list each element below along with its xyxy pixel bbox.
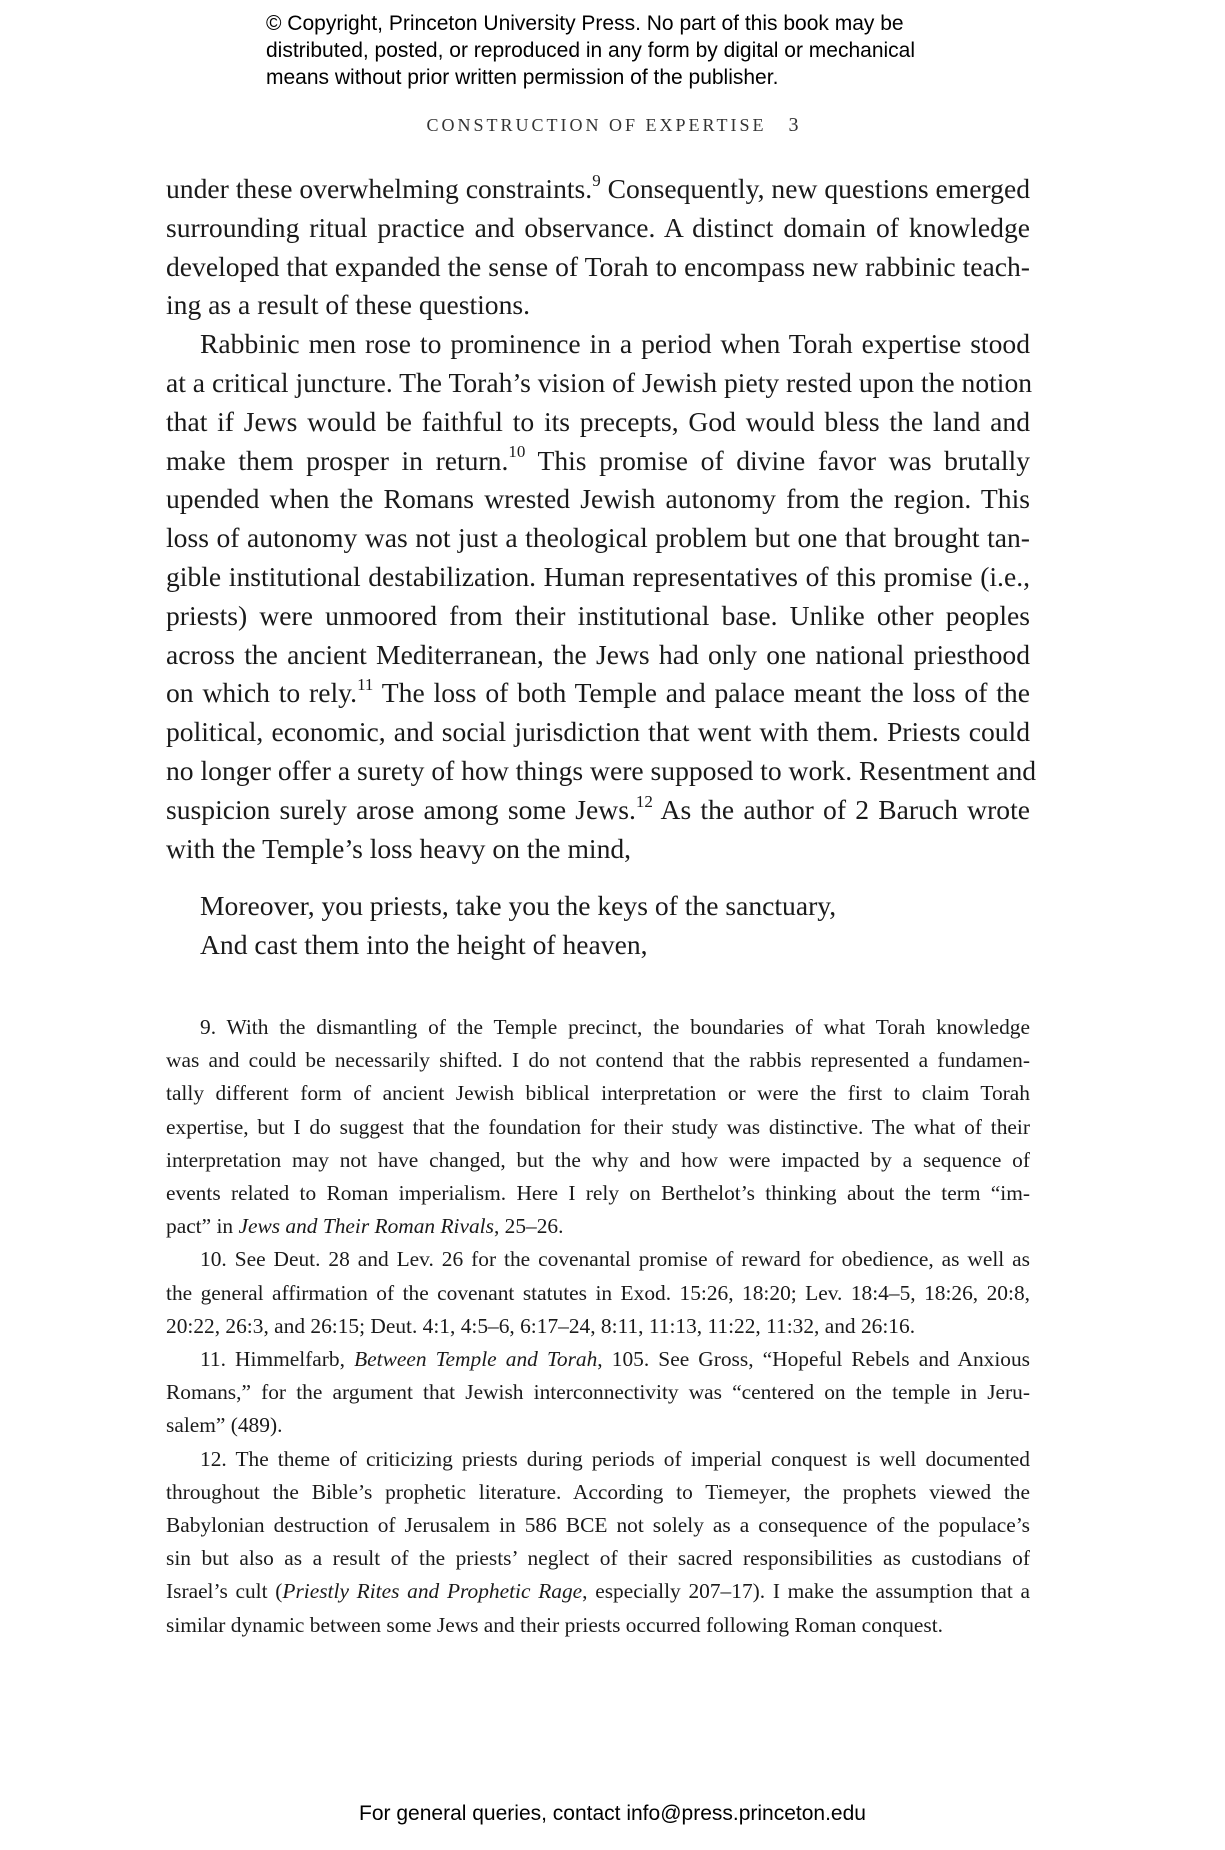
- text-run: on which to rely.: [166, 677, 358, 709]
- quote-line-1: Moreover, you priests, take you the keys of the sanctuary,: [200, 890, 837, 921]
- footnote-12-line: Babylonian destruction of Jerusalem in 586 BCE not solely as a consequence of the populace’s: [166, 1513, 1030, 1538]
- cited-title: Priestly Rites and Prophetic Rage: [282, 1579, 583, 1604]
- main-text: [166, 170, 1037, 868]
- body-line: priests) were unmoored from their institutional base. Unlike other peoples: [166, 599, 1030, 631]
- body-line: Rabbinic men rose to prominence in a period when Torah expertise stood: [200, 328, 1030, 360]
- footnote-11-line: Romans,” for the argument that Jewish interconnectivity was “centered on the temple in Jeru-: [166, 1380, 1030, 1405]
- footnote-12-line: [166, 1575, 1030, 1608]
- body-line: that if Jews would be faithful to its precepts, God would bless the land and: [166, 405, 1030, 437]
- text-run: This promise of divine favor was brutally: [525, 444, 1030, 476]
- body-line: ing as a result of these questions.: [166, 289, 531, 321]
- footnote-9-line: [166, 1210, 1030, 1243]
- page-number: 3: [788, 114, 799, 136]
- footnote-9-line: tally different form of ancient Jewish biblical interpretation or were the first to claim Torah: [166, 1081, 1030, 1106]
- running-title: CONSTRUCTION OF EXPERTISE: [426, 115, 767, 135]
- footnote-12-line: throughout the Bible’s prophetic literature. According to Tiemeyer, the prophets viewed the: [166, 1479, 1030, 1504]
- running-head: [0, 114, 1225, 137]
- footnote-9-line: events related to Roman imperialism. Here I rely on Berthelot’s thinking about the term “im-: [166, 1181, 1030, 1206]
- footnote-12-line: sin but also as a result of the priests’ neglect of their sacred responsibilities as custodians of: [166, 1546, 1030, 1571]
- body-line: loss of autonomy was not just a theological problem but one that brought tan-: [166, 522, 1030, 554]
- text-run: suspicion surely arose among some Jews.: [166, 793, 636, 825]
- body-line: political, economic, and social jurisdiction that went with them. Priests could: [166, 716, 1030, 748]
- footnote-11-line: [166, 1343, 1030, 1376]
- footnote-10-line: the general affirmation of the covenant statutes in Exod. 15:26, 18:20; Lev. 18:4–5, 18:26, 20:8,: [166, 1280, 1030, 1305]
- body-line: across the ancient Mediterranean, the Jews had only one national priesthood: [166, 638, 1030, 670]
- footnotes: [166, 1011, 1030, 1642]
- body-line: [166, 791, 1030, 830]
- footnote-ref-9: 9: [592, 170, 601, 190]
- text-run: , 105. See Gross, “Hopeful Rebels and Anxious: [597, 1347, 1031, 1372]
- footnote-12-line: 12. The theme of criticizing priests during periods of imperial conquest is well documented: [200, 1446, 1030, 1471]
- body-line: with the Temple’s loss heavy on the mind,: [166, 832, 632, 864]
- body-line: [166, 170, 1030, 209]
- text-run: pact” in: [166, 1214, 239, 1239]
- footnote-ref-10: 10: [508, 442, 526, 462]
- copyright-notice: [266, 10, 1026, 91]
- text-run: Consequently, new questions emerged: [600, 173, 1030, 204]
- footnote-9-line: was and could be necessarily shifted. I do not contend that the rabbis represented a fundamen-: [166, 1048, 1030, 1073]
- footnote-10-line: 10. See Deut. 28 and Lev. 26 for the covenantal promise of reward for obedience, as well as: [200, 1247, 1030, 1272]
- body-line: [166, 442, 1030, 481]
- body-line: at a critical juncture. The Torah’s vision of Jewish piety rested upon the notion: [166, 366, 1033, 398]
- copyright-line-1: © Copyright, Princeton University Press. No part of this book may be: [266, 12, 904, 35]
- footnote-9-line: interpretation may not have changed, but the why and how were impacted by a sequence of: [166, 1147, 1030, 1172]
- quote-line-2: And cast them into the height of heaven,: [200, 928, 648, 960]
- body-line: [166, 674, 1030, 713]
- body-line: developed that expanded the sense of Torah to encompass new rabbinic teach-: [166, 250, 1030, 282]
- block-quote: [200, 887, 960, 965]
- text-run: The loss of both Temple and palace meant the loss of the: [373, 677, 1030, 709]
- body-line: surrounding ritual practice and observance. A distinct domain of knowledge: [166, 211, 1030, 243]
- footnote-12-line: similar dynamic between some Jews and their priests occurred following Roman conquest.: [166, 1612, 943, 1637]
- footnote-11-line: salem” (489).: [166, 1413, 283, 1438]
- text-run: 11. Himmelfarb,: [200, 1347, 355, 1372]
- footnote-ref-11: 11: [357, 675, 374, 695]
- cited-title: Between Temple and Torah: [354, 1347, 598, 1372]
- text-run: make them prosper in return.: [166, 444, 509, 476]
- text-run: under these overwhelming constraints.: [166, 173, 593, 204]
- footnote-10-line: 20:22, 26:3, and 26:15; Deut. 4:1, 4:5–6, 6:17–24, 8:11, 11:13, 11:22, 11:32, and 26:16.: [166, 1313, 916, 1338]
- contact-footer: For general queries, contact info@press.princeton.edu: [359, 1802, 866, 1825]
- body-line: no longer offer a surety of how things were supposed to work. Resentment and: [166, 754, 1037, 786]
- body-line: upended when the Romans wrested Jewish autonomy from the region. This: [166, 483, 1030, 515]
- copyright-line-2: distributed, posted, or reproduced in any form by digital or mechanical: [266, 39, 916, 62]
- body-line: gible institutional destabilization. Human representatives of this promise (i.e.,: [166, 560, 1030, 592]
- footnote-9-line: expertise, but I do suggest that the foundation for their study was distinctive. The what of their: [166, 1114, 1030, 1139]
- text-run: As the author of 2 Baruch wrote: [652, 793, 1030, 825]
- footnote-9-line: 9. With the dismantling of the Temple precinct, the boundaries of what Torah knowledge: [200, 1015, 1030, 1039]
- footnote-ref-12: 12: [635, 791, 653, 811]
- text-run: , 25–26.: [493, 1214, 564, 1239]
- text-run: Israel’s cult (: [166, 1579, 283, 1604]
- cited-title: Jews and Their Roman Rivals: [238, 1214, 494, 1239]
- text-run: , especially 207–17). I make the assumption that a: [582, 1579, 1030, 1604]
- copyright-line-3: means without prior written permission of the publisher.: [266, 66, 779, 89]
